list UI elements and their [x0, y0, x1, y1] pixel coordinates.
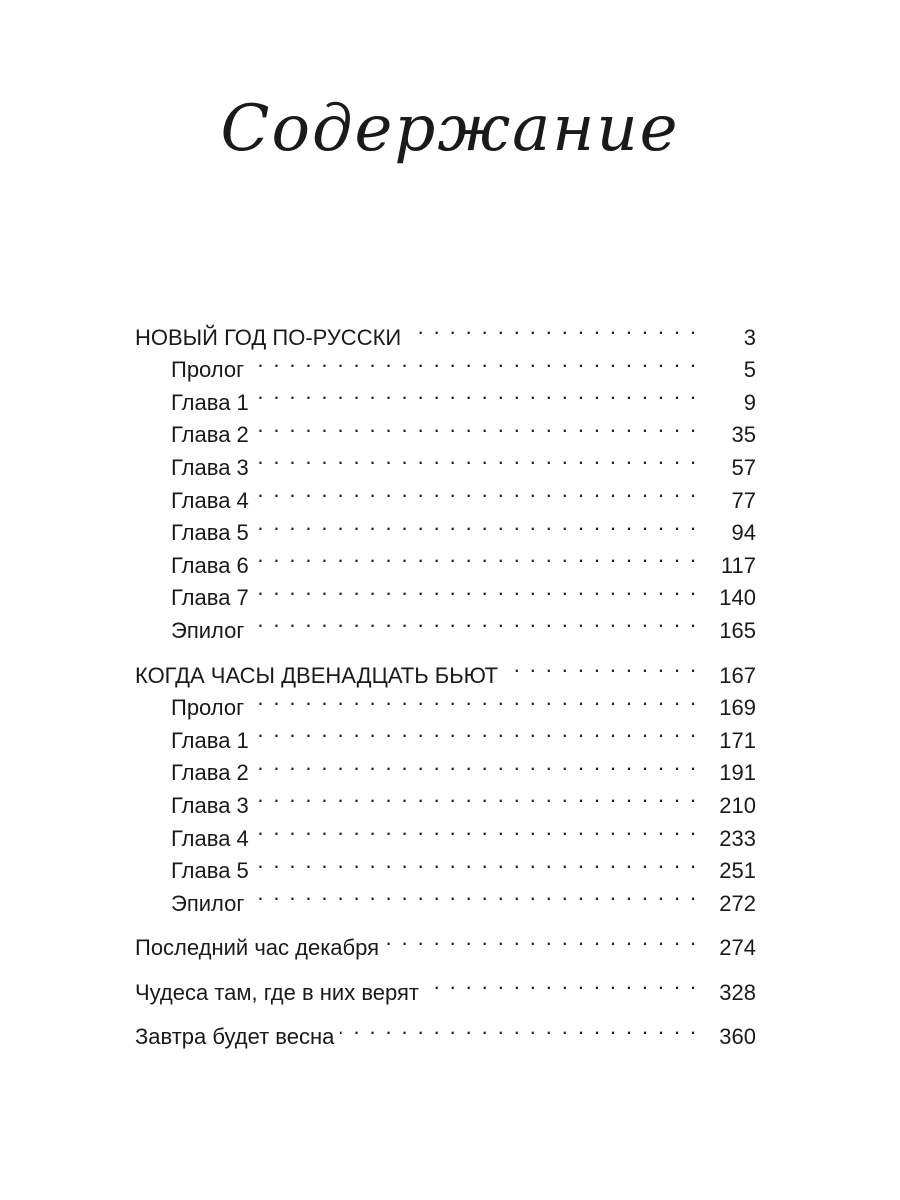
- toc-label: НОВЫЙ ГОД ПО-РУССКИ: [135, 324, 402, 350]
- dot-leader: [407, 312, 698, 345]
- toc-label: Завтра будет весна: [135, 1024, 335, 1050]
- dot-leader: [255, 540, 698, 573]
- toc-label: Эпилог: [171, 617, 245, 643]
- toc-story-row[interactable]: [135, 923, 756, 961]
- dot-leader: [255, 715, 698, 748]
- toc-page-number: 165: [719, 617, 756, 643]
- toc-label: Чудеса там, где в них верят: [135, 979, 419, 1005]
- toc-page-number: 3: [743, 324, 756, 350]
- dot-leader: [255, 573, 698, 606]
- toc-story-row[interactable]: [135, 967, 756, 1005]
- toc-label: Глава 3: [171, 454, 249, 480]
- toc-page-number: 94: [731, 520, 756, 546]
- toc-page-number: 35: [731, 422, 756, 448]
- dot-leader: [255, 475, 698, 508]
- toc-page-number: 5: [743, 357, 756, 383]
- toc-page-number: 57: [731, 454, 756, 480]
- toc-page-number: 167: [719, 662, 756, 688]
- dot-leader: [250, 878, 698, 911]
- dot-leader: [340, 1012, 698, 1045]
- toc-label: Глава 7: [171, 585, 249, 611]
- page-title: Содержание: [220, 92, 680, 166]
- toc-label: Глава 2: [171, 422, 249, 448]
- dot-leader: [255, 748, 698, 781]
- toc-label: Глава 5: [171, 520, 249, 546]
- dot-leader: [255, 377, 698, 410]
- dot-leader: [255, 780, 698, 813]
- toc-label: Пролог: [171, 695, 245, 721]
- toc-label: Глава 1: [171, 389, 249, 415]
- dot-leader: [250, 345, 698, 378]
- toc-page-number: 171: [719, 727, 756, 753]
- dot-leader: [255, 410, 698, 443]
- toc-page-number: 328: [719, 979, 756, 1005]
- toc-label: Глава 3: [171, 792, 249, 818]
- toc-label: Глава 4: [171, 825, 249, 851]
- toc-part-2: [135, 650, 756, 916]
- toc-label: Глава 5: [171, 858, 249, 884]
- dot-leader: [504, 650, 698, 683]
- dot-leader: [250, 605, 698, 638]
- toc-page-number: 272: [719, 890, 756, 916]
- toc-page-number: 251: [719, 858, 756, 884]
- toc-part-1: [135, 312, 756, 643]
- toc-label: Глава 1: [171, 727, 249, 753]
- dot-leader: [255, 508, 698, 541]
- toc-part-heading[interactable]: [135, 312, 756, 350]
- toc-page-number: 233: [719, 825, 756, 851]
- toc-page-number: 9: [743, 389, 756, 415]
- toc-label: КОГДА ЧАСЫ ДВЕНАДЦАТЬ БЬЮТ: [135, 662, 499, 688]
- dot-leader: [255, 846, 698, 879]
- dot-leader: [255, 813, 698, 846]
- toc-page-number: 360: [719, 1024, 756, 1050]
- toc-label: Пролог: [171, 357, 245, 383]
- toc-page-number: 210: [719, 792, 756, 818]
- toc-label: Глава 4: [171, 487, 249, 513]
- toc-page-number: 169: [719, 695, 756, 721]
- toc-page-number: 140: [719, 585, 756, 611]
- table-of-contents: [135, 312, 756, 1050]
- dot-leader: [385, 923, 698, 956]
- dot-leader: [255, 442, 698, 475]
- toc-page-number: 274: [719, 935, 756, 961]
- toc-label: Последний час декабря: [135, 935, 380, 961]
- toc-story-row[interactable]: [135, 1012, 756, 1050]
- toc-page-number: 77: [731, 487, 756, 513]
- dot-leader: [250, 683, 698, 716]
- dot-leader: [425, 967, 698, 1000]
- toc-page-number: 117: [720, 552, 756, 578]
- toc-label: Глава 2: [171, 760, 249, 786]
- toc-label: Эпилог: [171, 890, 245, 916]
- toc-part-heading[interactable]: [135, 650, 756, 688]
- toc-page-number: 191: [719, 760, 756, 786]
- toc-label: Глава 6: [171, 552, 249, 578]
